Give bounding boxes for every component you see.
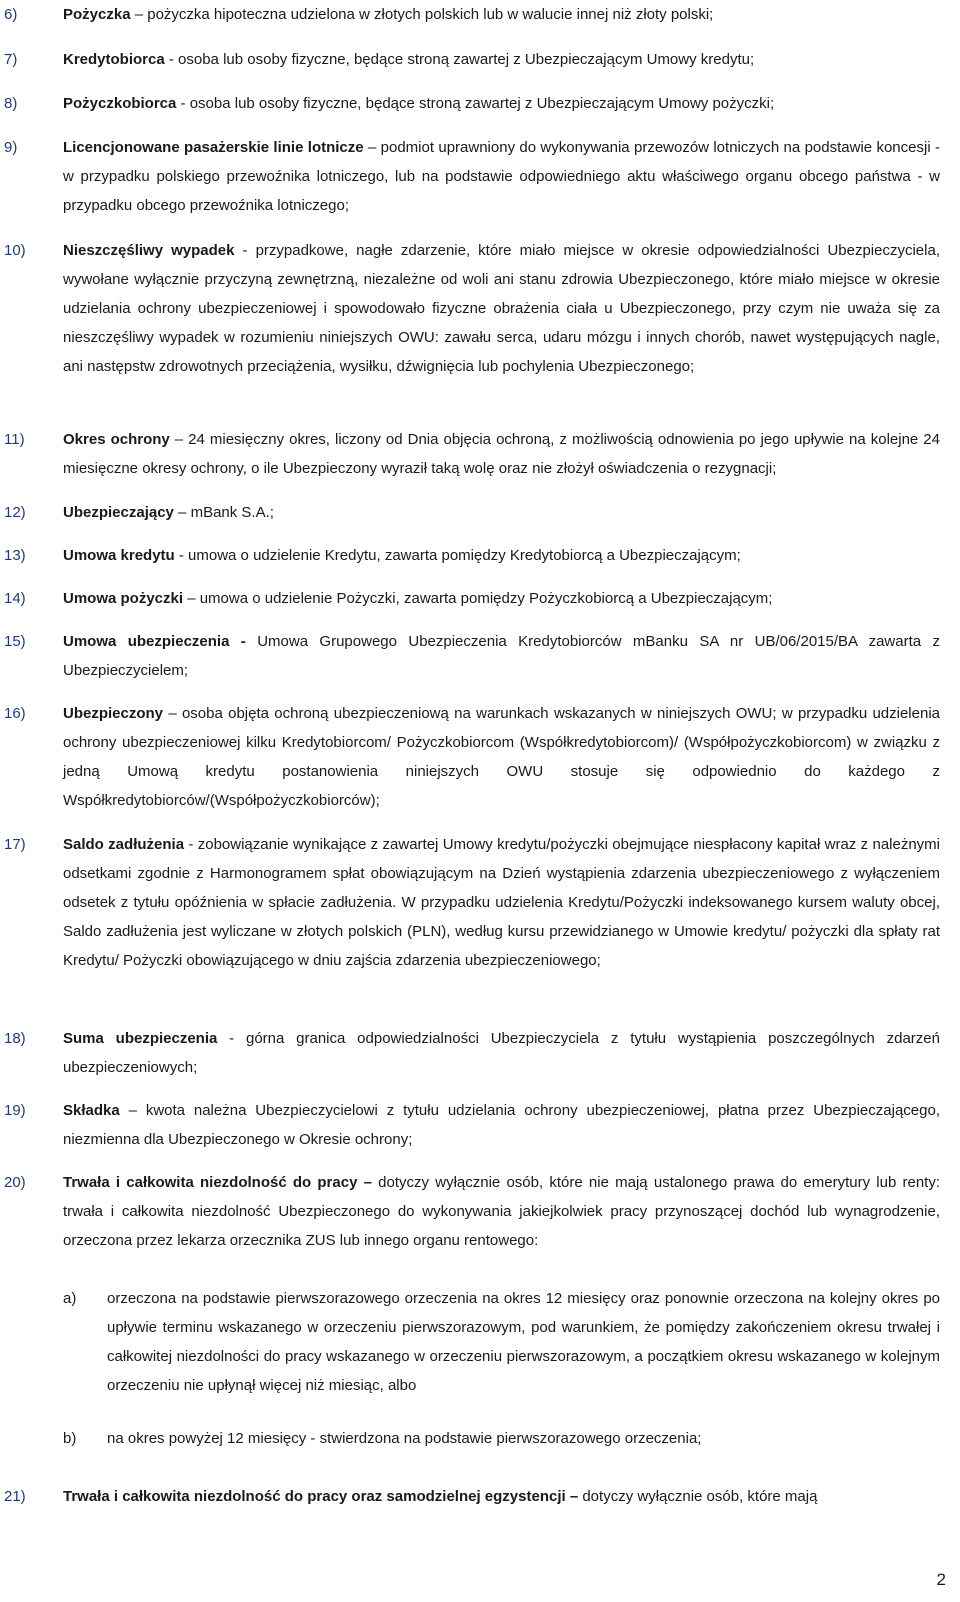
item-number: 19) <box>4 1102 26 1119</box>
item-body <box>63 89 940 118</box>
item-term: Umowa kredytu <box>63 547 175 564</box>
item-term: Umowa pożyczki <box>63 590 184 607</box>
item-text: - górna granica odpowiedzialności Ubezpieczyciela z tytułu wystąpienia poszczególnych zdarzeń ubezpieczeniowych; <box>63 1030 940 1076</box>
item-body <box>63 1024 940 1082</box>
item-number: 18) <box>4 1030 26 1047</box>
item-text: – umowa o udzielenie Pożyczki, zawarta pomiędzy Pożyczkobiorcą a Ubezpieczającym; <box>183 590 773 607</box>
subitem-text: na okres powyżej 12 miesięcy - stwierdzona na podstawie pierwszorazowego orzeczenia; <box>107 1430 702 1447</box>
item-number: 20) <box>4 1174 26 1191</box>
item-text: – kwota należna Ubezpieczycielowi z tytułu udzielania ochrony ubezpieczeniowej, płatna przez Ubezpieczającego, niezmienna dla Ubezpieczonego w Okresie ochrony; <box>63 1102 940 1148</box>
subitem-letter: b) <box>63 1430 77 1447</box>
item-body <box>63 699 940 815</box>
item-body <box>63 1168 940 1255</box>
item-body <box>63 541 940 570</box>
item-body <box>63 45 940 74</box>
item-term: Trwała i całkowita niezdolność do pracy – <box>63 1174 372 1191</box>
item-body <box>63 584 940 613</box>
item-number: 14) <box>4 590 26 607</box>
item-number: 8) <box>4 95 18 112</box>
item-body <box>63 236 940 381</box>
item-term: Pożyczka <box>63 6 131 23</box>
item-term: Okres ochrony <box>63 431 170 448</box>
item-number: 6) <box>4 6 18 23</box>
item-body <box>63 498 940 527</box>
item-term: Saldo zadłużenia <box>63 836 185 853</box>
subitem-text: orzeczona na podstawie pierwszorazowego orzeczenia na okres 12 miesięcy oraz ponownie orzeczona na kolejny okres po upływie terminu wskazanego w orzeczeniu pierwszorazowym, pod warunkiem, że pomiędzy zakończeniem okresu trwałej i całkowitej niezdolności do pracy wskazanego w orzeczeniu pierwszorazowym, a początkiem okresu wskazanego w kolejnym orzeczeniu nie upłynął więcej niż miesiąc, albo <box>107 1290 940 1394</box>
item-number: 9) <box>4 139 18 156</box>
item-text: - zobowiązanie wynikające z zawartej Umowy kredytu/pożyczki obejmujące niespłacony kapitał wraz z należnymi odsetkami zgodnie z Harmonogramem spłat obowiązującym na Dzień wystąpienia zdarzenia ubezpieczeniowego z wyłączeniem odsetek z tytułu opóźnienia w spłacie zadłużenia. W przypadku udzielenia Kredytu/Pożyczki indeksowanego kursem waluty obcej, Saldo zadłużenia jest wyliczane w złotych polskich (PLN), według kursu przewidzianego w Umowie kredytu/ pożyczki dla spłaty rat Kredytu/ Pożyczki obowiązującego w dniu zajścia zdarzenia ubezpieczeniowego; <box>63 836 941 969</box>
item-term: Składka <box>63 1102 120 1119</box>
item-number: 16) <box>4 705 26 722</box>
item-number: 7) <box>4 51 18 68</box>
item-text: Umowa Grupowego Ubezpieczenia Kredytobiorców mBanku SA nr UB/06/2015/BA zawarta z Ubezpieczycielem; <box>63 633 940 679</box>
item-body <box>63 425 940 483</box>
item-body <box>63 133 940 220</box>
item-text: – pożyczka hipoteczna udzielona w złotych polskich lub w walucie innej niż złoty polski; <box>130 6 714 23</box>
item-body <box>63 627 940 685</box>
item-number: 21) <box>4 1488 26 1505</box>
item-term: Suma ubezpieczenia <box>63 1030 218 1047</box>
item-number: 11) <box>4 431 25 448</box>
item-text: – 24 miesięczny okres, liczony od Dnia objęcia ochroną, z możliwością odnowienia po jego upływie na kolejne 24 miesięczne okresy ochrony, o ile Ubezpieczony wyraził taką wolę oraz nie złożył oświadczenia o rezygnacji; <box>63 431 940 477</box>
item-body <box>63 0 940 29</box>
item-term: Nieszczęśliwy wypadek <box>63 242 235 259</box>
item-text: - osoba lub osoby fizyczne, będące stroną zawartej z Ubezpieczającym Umowy pożyczki; <box>176 95 775 112</box>
item-term: Licencjonowane pasażerskie linie lotnicze <box>63 139 364 156</box>
subitem-letter: a) <box>63 1290 77 1307</box>
item-number: 13) <box>4 547 26 564</box>
item-term: Ubezpieczający <box>63 504 174 521</box>
item-text: – mBank S.A.; <box>173 504 274 521</box>
item-number: 17) <box>4 836 26 853</box>
item-text: - przypadkowe, nagłe zdarzenie, które miało miejsce w okresie odpowiedzialności Ubezpieczyciela, wywołane wyłącznie przyczyną zewnętrzną, niezależne od woli ani stanu zdrowia Ubezpieczonego, które miało miejsce w okresie udzielania ochrony ubezpieczeniowej i spowodowało fizyczne obrażenia ciała u Ubezpieczonego, przy czym nie uważa się za nieszczęśliwy wypadek w rozumieniu niniejszych OWU: zawału serca, udaru mózgu i innych chorób, nawet występujących nagle, ani następstw zdrowotnych przeciążenia, wysiłku, dźwignięcia lub pochylenia Ubezpieczonego; <box>63 242 940 375</box>
page-number: 2 <box>936 1570 946 1589</box>
item-text: – osoba objęta ochroną ubezpieczeniową na warunkach wskazanych w niniejszych OWU; w przypadku udzielenia ochrony ubezpieczeniowej kilku Kredytobiorcom/ Pożyczkobiorcom (Współkredytobiorcom)/ (Współpożyczkobiorcom) w związku z jedną Umową kredytu postanowienia niniejszych OWU stosuje się odpowiednio do każdego z Współkredytobiorców/(Współpożyczkobiorców); <box>63 705 940 809</box>
item-term: Pożyczkobiorca <box>63 95 177 112</box>
item-term: Trwała i całkowita niezdolność do pracy oraz samodzielnej egzystencji – <box>63 1488 579 1505</box>
item-text: – podmiot uprawniony do wykonywania przewozów lotniczych na podstawie koncesji - w przypadku polskiego przewoźnika lotniczego, lub na podstawie odpowiedniego aktu właściwego organu obcego państwa - w przypadku obcego przewoźnika lotniczego; <box>63 139 940 214</box>
item-term: Kredytobiorca <box>63 51 165 68</box>
item-body <box>63 1482 940 1511</box>
item-text: - umowa o udzielenie Kredytu, zawarta pomiędzy Kredytobiorcą a Ubezpieczającym; <box>174 547 741 564</box>
item-number: 10) <box>4 242 26 259</box>
item-number: 12) <box>4 504 26 521</box>
item-text: - osoba lub osoby fizyczne, będące stroną zawartej z Ubezpieczającym Umowy kredytu; <box>164 51 755 68</box>
item-text: dotyczy wyłącznie osób, które nie mają ustalonego prawa do emerytury lub renty: trwała i całkowita niezdolność Ubezpieczonego do wykonywania jakiejkolwiek pracy przynoszącej dochód lub wynagrodzenie, orzeczona przez lekarza orzecznika ZUS lub innego organu rentowego: <box>63 1174 941 1249</box>
item-term: Umowa ubezpieczenia - <box>63 633 246 650</box>
item-number: 15) <box>4 633 26 650</box>
item-body <box>63 830 940 975</box>
item-body <box>63 1096 940 1154</box>
item-term: Ubezpieczony <box>63 705 164 722</box>
item-text: dotyczy wyłącznie osób, które mają <box>578 1488 818 1505</box>
